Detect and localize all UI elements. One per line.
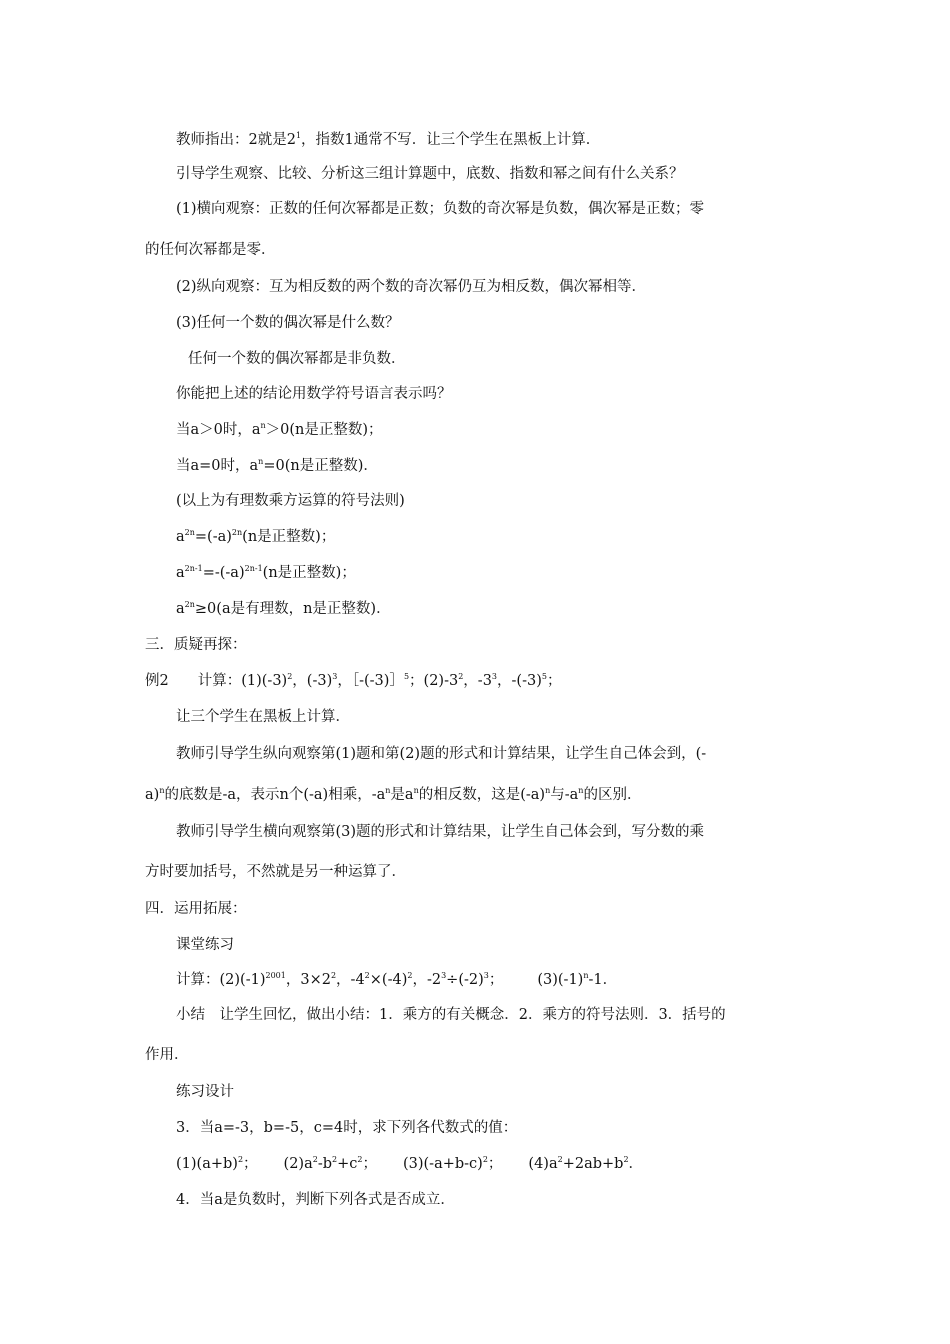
line-rule-positive [176, 421, 383, 439]
text: ÷(-2) [446, 972, 484, 988]
superscript: 2001 [265, 971, 286, 980]
text: ，［-(-3)］ [337, 673, 404, 689]
superscript: n [260, 421, 266, 430]
superscript: 2 [407, 971, 413, 980]
line-rule-odd-exponent [176, 564, 356, 582]
line-horizontal-observe: (1)横向观察：正数的任何次幂都是正数；负数的奇次幂是负数，偶次幂是正数；零 [176, 201, 705, 217]
superscript: n [413, 786, 419, 795]
line-vertical-observe: (2)纵向观察：互为相反数的两个数的奇次幂仍互为相反数，偶次幂相等． [176, 279, 647, 295]
text: -1． [588, 972, 618, 988]
superscript: 2n-1 [184, 564, 203, 573]
text: (n是正整数)； [242, 529, 336, 545]
superscript: 2 [287, 672, 293, 681]
line-example-2 [145, 672, 561, 690]
text: (2)a [283, 1156, 313, 1172]
superscript: 3 [332, 672, 338, 681]
text: ，-3 [463, 673, 492, 689]
text: a [176, 565, 185, 581]
superscript: 5 [541, 672, 547, 681]
superscript: 2 [364, 971, 370, 980]
line-teacher-horizontal: 教师引导学生横向观察第(3)题的形式和计算结果，让学生自己体会到，写分数的乘 [176, 824, 705, 840]
text: 与-a [550, 787, 579, 803]
line-blackboard: 让三个学生在黑板上计算． [176, 709, 350, 725]
text: 的底数是-a，表示n个(-a)相乘，-a [164, 787, 386, 803]
text: ；(2)-3 [409, 673, 459, 689]
text: ×(-4) [369, 972, 408, 988]
line-rule-even-exponent [176, 528, 335, 546]
line-calculate [176, 971, 617, 989]
line-teacher-points [176, 131, 600, 149]
superscript: 2 [623, 1155, 629, 1164]
text: a) [145, 787, 160, 803]
superscript: n [545, 786, 551, 795]
line-horizontal-observe-cont: 的任何次幂都是零． [145, 242, 276, 258]
line-teacher-vertical-cont [145, 786, 641, 804]
line-sign-rule-note: (以上为有理数乘方运算的符号法则) [176, 493, 405, 509]
line-rule-zero [176, 457, 378, 475]
superscript: 2n-1 [244, 564, 263, 573]
text: ，(-3) [292, 673, 333, 689]
text: +2ab+b [562, 1156, 624, 1172]
section-heading-3: 三．质疑再探： [145, 637, 247, 653]
text: ． [628, 1156, 644, 1172]
text: =0(n是正整数)． [263, 458, 378, 474]
superscript: 3 [441, 971, 447, 980]
superscript: n [258, 457, 264, 466]
text: =(-a) [194, 529, 232, 545]
text: (1)(a+b) [176, 1156, 238, 1172]
superscript: 3 [483, 971, 489, 980]
text: 例2 计算：(1)(-3) [145, 673, 288, 689]
superscript: 2 [557, 1155, 563, 1164]
text: (n是正整数)； [262, 565, 356, 581]
line-exercise-3-items [176, 1155, 643, 1173]
text: 计算：(2)(-1) [176, 972, 266, 988]
text: (3)(-a+b-c) [402, 1156, 483, 1172]
text: a [176, 601, 185, 617]
superscript: n [578, 786, 584, 795]
superscript: 2 [357, 1155, 363, 1164]
superscript: n [159, 786, 165, 795]
text: ，-2 [412, 972, 442, 988]
line-summary: 小结 让学生回忆，做出小结：1．乘方的有关概念．2．乘方的符号法则．3．括号的 [176, 1007, 726, 1023]
text: a [176, 529, 185, 545]
superscript: 2n [184, 528, 195, 537]
text: ，-(-3) [497, 673, 542, 689]
superscript: 2 [312, 1155, 318, 1164]
text: ≥0(a是有理数，n是正整数)． [194, 601, 391, 617]
text: 的相反数，这是(-a) [418, 787, 546, 803]
line-class-practice: 课堂练习 [176, 937, 234, 953]
text: =-(-a) [202, 565, 245, 581]
superscript: 5 [403, 672, 410, 681]
text: ，指数1通常不写．让三个学生在黑板上计算． [301, 132, 601, 148]
superscript: 2 [237, 1155, 244, 1164]
text: 的区别． [583, 787, 642, 803]
text: ； [488, 972, 504, 988]
text: ＞0(n是正整数)； [265, 422, 383, 438]
text: 教师指出：2就是2 [176, 132, 296, 148]
line-summary-cont: 作用． [145, 1047, 189, 1063]
superscript: 2n [184, 600, 195, 609]
text: (4)a [528, 1156, 558, 1172]
line-answer-even-power: 任何一个数的偶次幂都是非负数． [188, 351, 406, 367]
text: -b [317, 1156, 332, 1172]
text: 当a＞0时，a [176, 422, 261, 438]
line-symbol-question: 你能把上述的结论用数学符号语言表示吗？ [176, 386, 452, 402]
superscript: 1 [295, 131, 302, 140]
text: ，-4 [336, 972, 365, 988]
superscript: 2 [458, 672, 464, 681]
superscript: 3 [491, 672, 498, 681]
text: ； [487, 1156, 503, 1172]
line-exercise-design: 练习设计 [176, 1084, 234, 1100]
superscript: 2n [231, 528, 243, 537]
line-teacher-horizontal-cont: 方时要加括号，不然就是另一种运算了． [145, 864, 406, 880]
line-teacher-vertical: 教师引导学生纵向观察第(1)题和第(2)题的形式和计算结果，让学生自己体会到，(- [176, 746, 707, 762]
text: ； [546, 673, 562, 689]
line-exercise-3: 3．当a=-3，b=-5，c=4时，求下列各代数式的值： [176, 1120, 518, 1136]
text: ； [362, 1156, 377, 1172]
line-exercise-4: 4．当a是负数时，判断下列各式是否成立． [176, 1192, 455, 1208]
line-rule-nonnegative [176, 600, 391, 618]
superscript: 2 [332, 1155, 338, 1164]
text: 当a=0时，a [176, 458, 259, 474]
superscript: n [385, 786, 391, 795]
section-heading-4: 四．运用拓展： [145, 901, 247, 917]
superscript: 2 [330, 971, 337, 980]
line-question-even-power: (3)任何一个数的偶次幂是什么数？ [176, 315, 400, 331]
superscript: 2 [482, 1155, 488, 1164]
text: 是a [390, 787, 414, 803]
text: +c [337, 1156, 358, 1172]
text: ； [243, 1156, 258, 1172]
text: (3)(-1) [537, 972, 584, 988]
text: ，3×2 [285, 972, 331, 988]
line-guide-observe: 引导学生观察、比较、分析这三组计算题中，底数、指数和幂之间有什么关系？ [176, 166, 684, 182]
superscript: n [583, 971, 589, 980]
